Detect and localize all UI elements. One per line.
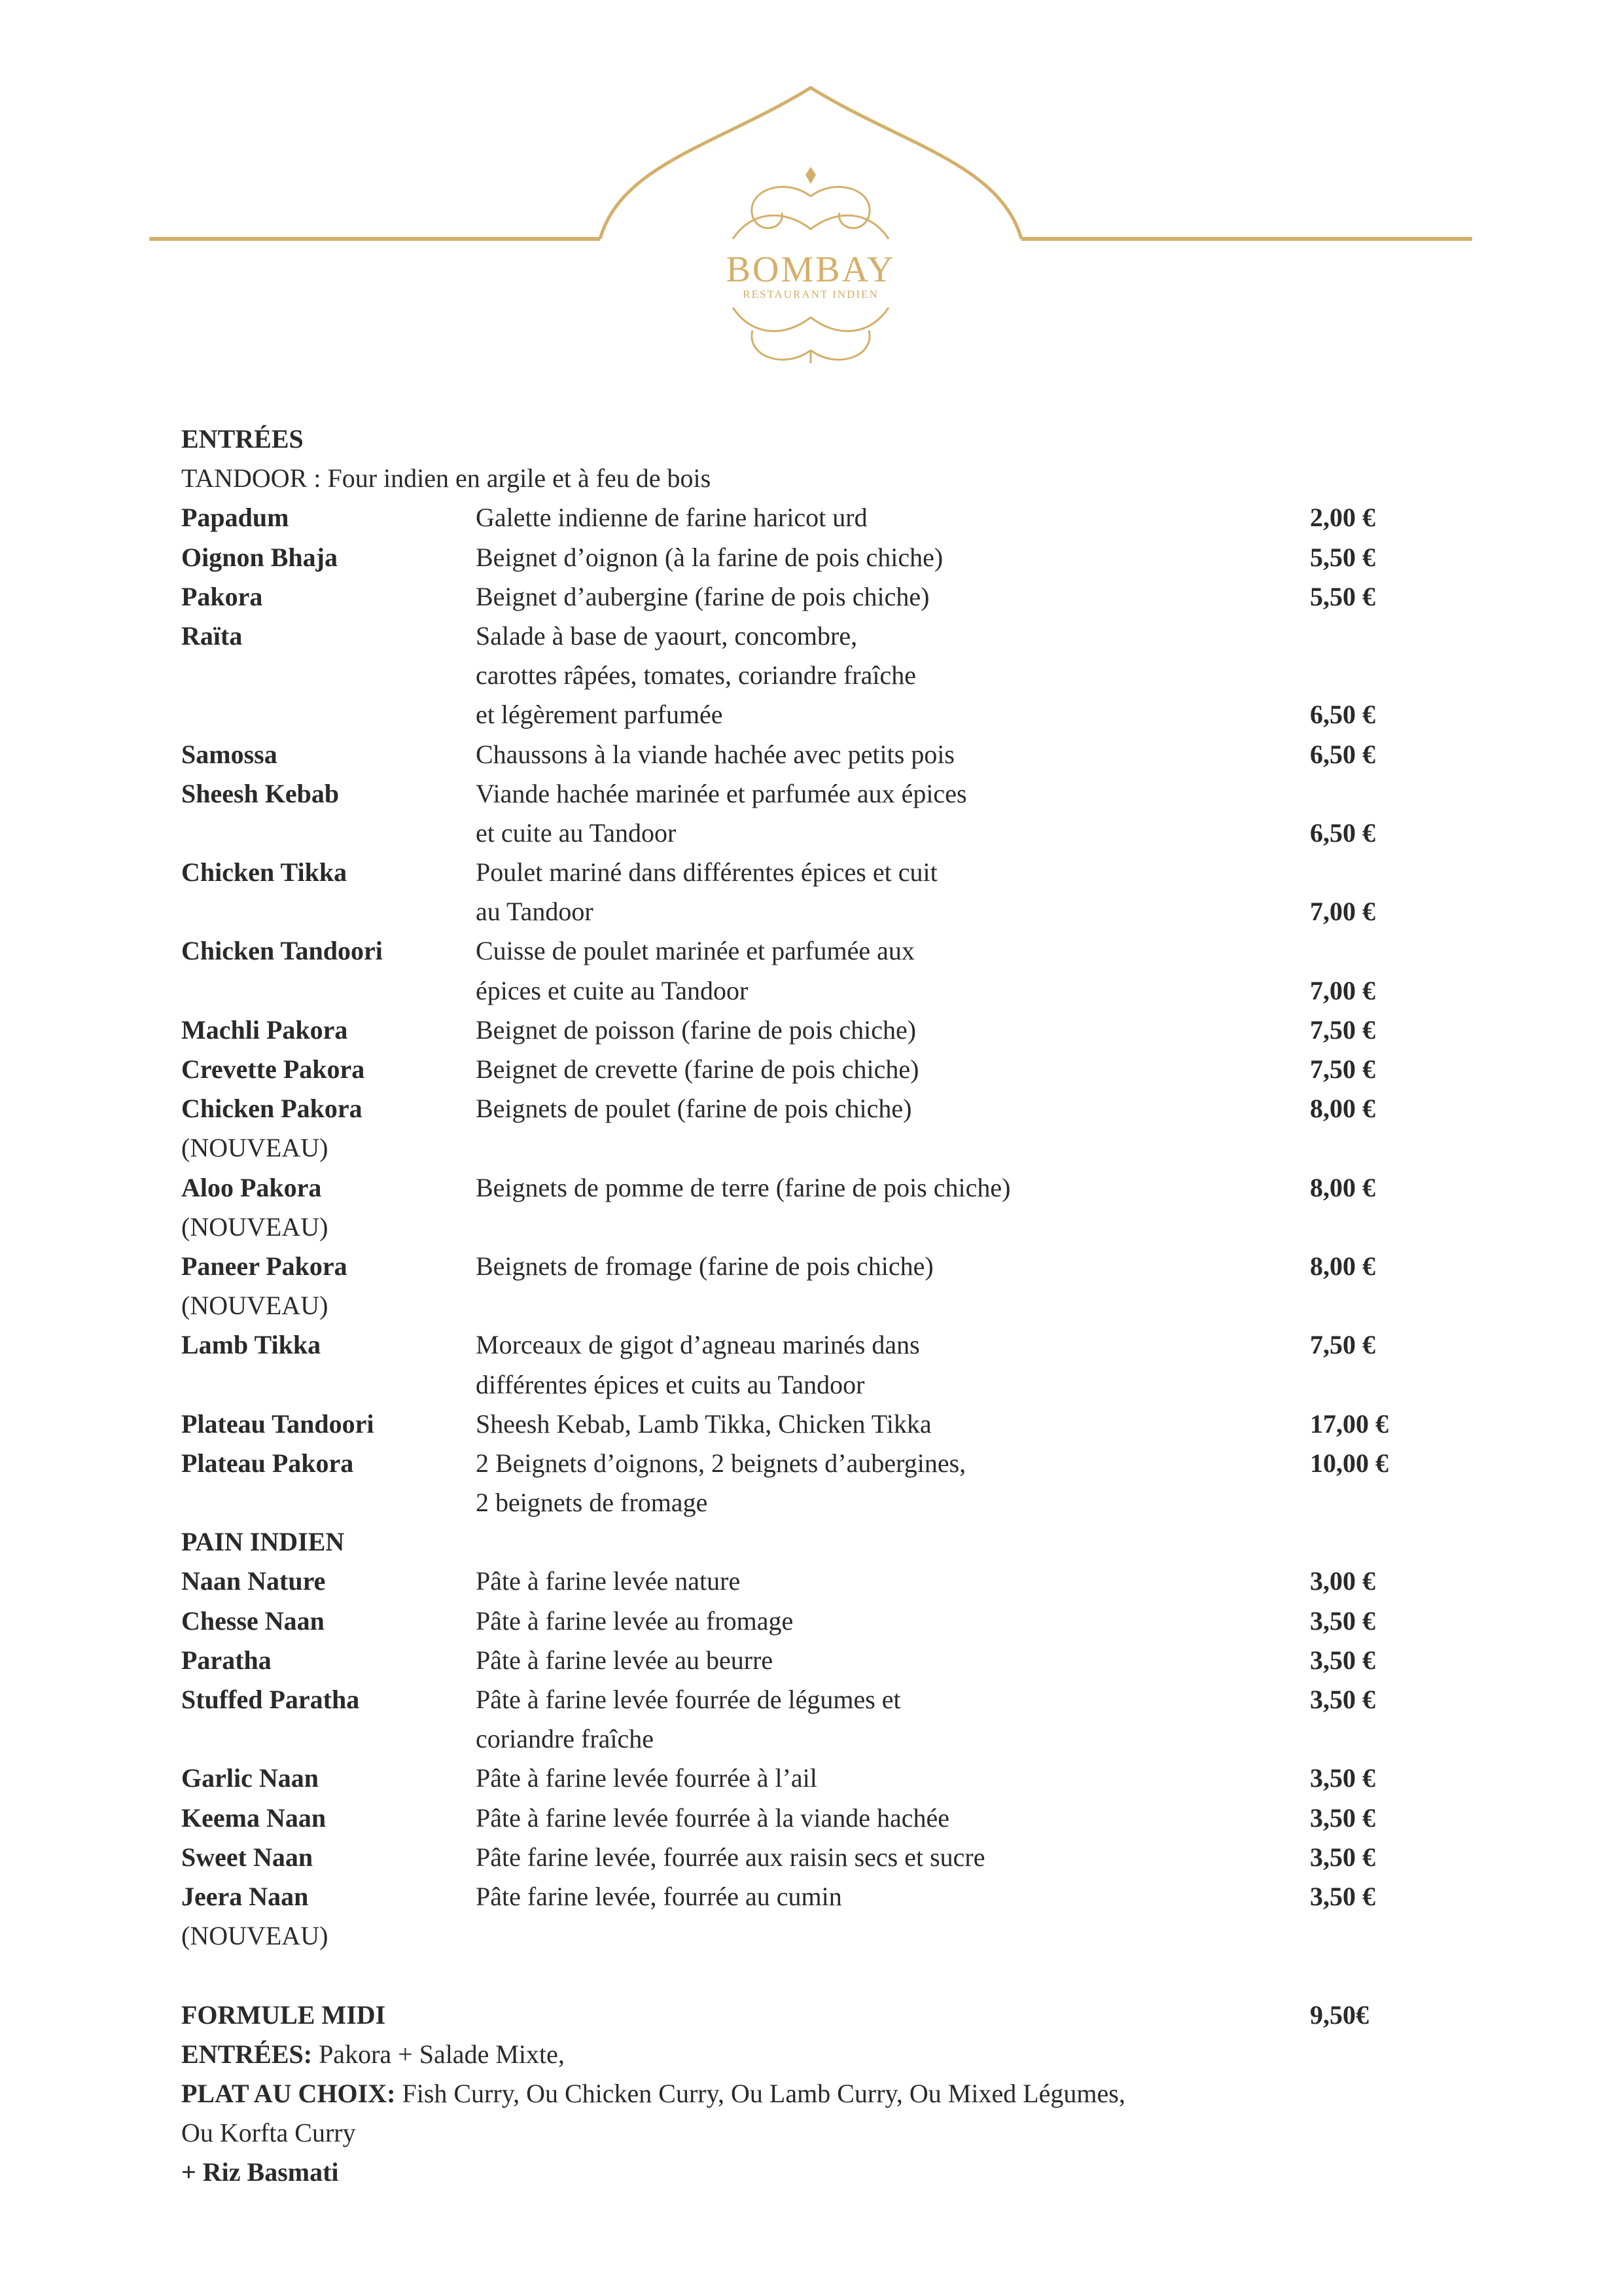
item-description: Pâte à farine levée fourrée de légumes et <box>476 1685 901 1714</box>
item-price: 10,00 € <box>1310 1448 1388 1478</box>
menu-line <box>181 1128 1490 1168</box>
item-description: et légèrement parfumée <box>476 700 723 730</box>
item-description: 2 Beignets d’oignons, 2 beignets d’aubergines, <box>476 1448 966 1478</box>
item-description: Viande hachée marinée et parfumée aux épices <box>476 778 967 808</box>
menu-line <box>181 538 1490 577</box>
item-price: 2,00 € <box>1310 503 1375 533</box>
item-price: 3,50 € <box>1310 1842 1375 1872</box>
item-price: 3,50 € <box>1310 1645 1375 1675</box>
item-description: Galette indienne de farine haricot urd <box>476 503 868 533</box>
menu-line <box>181 971 1490 1011</box>
item-description: Beignets de poulet (farine de pois chiche) <box>476 1094 912 1124</box>
item-price: 3,00 € <box>1310 1566 1375 1596</box>
menu-line <box>181 1444 1490 1483</box>
menu-line <box>181 1916 1490 1956</box>
item-name: Naan Nature <box>181 1566 326 1596</box>
item-description: différentes épices et cuits au Tandoor <box>476 1369 865 1399</box>
item-description: Morceaux de gigot d’agneau marinés dans <box>476 1330 920 1360</box>
item-description: Chaussons à la viande hachée avec petits pois <box>476 739 955 769</box>
item-description: Pâte farine levée, fourrée aux raisin secs et sucre <box>476 1842 985 1872</box>
item-price: 17,00 € <box>1310 1408 1388 1439</box>
item-name: Raïta <box>181 620 243 651</box>
item-price: 8,00 € <box>1310 1251 1375 1281</box>
item-description: Pâte à farine levée au beurre <box>476 1645 773 1675</box>
menu-line <box>181 1759 1490 1798</box>
item-price: 7,50 € <box>1310 1330 1375 1360</box>
menu-line <box>181 617 1490 656</box>
ornament-bottom-icon <box>733 308 889 363</box>
item-name: Crevette Pakora <box>181 1054 365 1084</box>
menu-line <box>181 892 1490 931</box>
item-description: Beignets de fromage (farine de pois chiche) <box>476 1251 934 1281</box>
menu-line <box>181 1325 1490 1365</box>
item-name: Plateau Pakora <box>181 1448 354 1478</box>
item-name: Oignon Bhaja <box>181 542 338 572</box>
formula-text: Pakora + Salade Mixte, <box>312 2039 565 2069</box>
item-name: Paneer Pakora <box>181 1251 347 1281</box>
item-price: 5,50 € <box>1310 542 1375 572</box>
item-name: + Riz Basmati <box>181 2157 339 2187</box>
item-name: Samossa <box>181 739 277 769</box>
item-name: Chicken Tikka <box>181 857 347 888</box>
item-price: 9,50€ <box>1310 2000 1369 2030</box>
item-name: FORMULE MIDI <box>181 2000 386 2030</box>
item-price: 3,50 € <box>1310 1685 1375 1714</box>
item-description: au Tandoor <box>476 897 593 927</box>
menu-line <box>181 1247 1490 1286</box>
menu-line <box>181 1996 1490 2035</box>
item-name: PAIN INDIEN <box>181 1527 345 1557</box>
formula-line <box>181 2074 1125 2113</box>
item-description: Cuisse de poulet marinée et parfumée aux <box>476 936 915 966</box>
item-note: (NOUVEAU) <box>181 1921 328 1951</box>
item-name: Aloo Pakora <box>181 1172 322 1202</box>
item-name: Jeera Naan <box>181 1881 309 1911</box>
menu-line <box>181 1050 1490 1089</box>
menu-line <box>181 774 1490 814</box>
menu-line <box>181 2035 1490 2074</box>
item-description: carottes râpées, tomates, coriandre fraîche <box>476 660 916 691</box>
item-price: 5,50 € <box>1310 581 1375 611</box>
item-description: Pâte farine levée, fourrée au cumin <box>476 1881 842 1911</box>
item-name: Machli Pakora <box>181 1014 348 1045</box>
item-description: Beignet d’aubergine (farine de pois chiche) <box>476 581 930 611</box>
item-description: Pâte à farine levée nature <box>476 1566 741 1596</box>
menu-line <box>181 1838 1490 1877</box>
item-description: coriandre fraîche <box>476 1724 654 1754</box>
item-description: Salade à base de yaourt, concombre, <box>476 620 858 651</box>
menu-line <box>181 735 1490 774</box>
item-name: Papadum <box>181 503 289 533</box>
item-name: Pakora <box>181 581 263 611</box>
item-price: 8,00 € <box>1310 1172 1375 1202</box>
item-note: (NOUVEAU) <box>181 1133 328 1163</box>
item-price: 3,50 € <box>1310 1763 1375 1793</box>
item-name: Chicken Tandoori <box>181 936 383 966</box>
logo-arch <box>0 0 1624 393</box>
formula-line <box>181 2035 565 2074</box>
menu-line <box>181 2153 1490 2192</box>
menu-line <box>181 853 1490 892</box>
menu-list <box>181 420 1490 2192</box>
logo-brand-name: BOMBAY <box>726 249 896 290</box>
item-name: Sweet Naan <box>181 1842 313 1872</box>
item-note: Ou Korfta Curry <box>181 2118 356 2148</box>
item-description: et cuite au Tandoor <box>476 817 677 848</box>
item-name: Lamb Tikka <box>181 1330 321 1360</box>
item-price: 6,50 € <box>1310 817 1375 848</box>
logo-tagline: RESTAURANT INDIEN <box>743 288 879 300</box>
item-name: Stuffed Paratha <box>181 1685 360 1714</box>
item-name: Plateau Tandoori <box>181 1408 374 1439</box>
item-price: 8,00 € <box>1310 1094 1375 1124</box>
item-description: Pâte à farine levée au fromage <box>476 1605 794 1636</box>
menu-line <box>181 1522 1490 1562</box>
menu-line <box>181 1405 1490 1444</box>
item-name: Sheesh Kebab <box>181 778 340 808</box>
menu-line <box>181 2074 1490 2113</box>
item-name: Keema Naan <box>181 1803 327 1833</box>
menu-line <box>181 1365 1490 1405</box>
menu-line <box>181 1602 1490 1641</box>
item-description: épices et cuite au Tandoor <box>476 975 749 1005</box>
menu-line <box>181 1168 1490 1208</box>
item-description: Beignet de crevette (farine de pois chiche) <box>476 1054 919 1084</box>
menu-line <box>181 1011 1490 1050</box>
item-price: 7,00 € <box>1310 975 1375 1005</box>
item-price: 7,00 € <box>1310 897 1375 927</box>
formula-label: PLAT AU CHOIX: <box>181 2078 396 2108</box>
item-name: Paratha <box>181 1645 272 1675</box>
menu-line <box>181 1799 1490 1838</box>
dome-arch <box>600 88 1021 239</box>
menu-line <box>181 656 1490 695</box>
item-description: Poulet mariné dans différentes épices et cuit <box>476 857 938 888</box>
item-price: 3,50 € <box>1310 1881 1375 1911</box>
item-description: Sheesh Kebab, Lamb Tikka, Chicken Tikka <box>476 1408 932 1439</box>
menu-line <box>181 1208 1490 1247</box>
formula-label: ENTRÉES: <box>181 2039 313 2069</box>
item-description: Beignet de poisson (farine de pois chiche) <box>476 1014 917 1045</box>
item-price: 6,50 € <box>1310 739 1375 769</box>
menu-line <box>181 577 1490 617</box>
item-description: 2 beignets de fromage <box>476 1488 708 1518</box>
menu-line <box>181 2113 1490 2153</box>
item-price: 3,50 € <box>1310 1605 1375 1636</box>
menu-line <box>181 695 1490 734</box>
item-name: Chesse Naan <box>181 1605 325 1636</box>
menu-line <box>181 931 1490 971</box>
menu-line <box>181 459 1490 498</box>
item-price: 7,50 € <box>1310 1054 1375 1084</box>
formula-text: Fish Curry, Ou Chicken Curry, Ou Lamb Curry, Ou Mixed Légumes, <box>395 2078 1125 2108</box>
menu-line <box>181 1877 1490 1916</box>
item-name: ENTRÉES <box>181 424 304 454</box>
menu-line <box>181 814 1490 853</box>
menu-line <box>181 1286 1490 1325</box>
header <box>0 0 1624 393</box>
item-description: Pâte à farine levée fourrée à la viande hachée <box>476 1803 949 1833</box>
item-name: Garlic Naan <box>181 1763 319 1793</box>
menu-line <box>181 420 1490 459</box>
item-note: (NOUVEAU) <box>181 1291 328 1321</box>
item-name: Chicken Pakora <box>181 1094 362 1124</box>
item-price: 3,50 € <box>1310 1803 1375 1833</box>
item-note: TANDOOR : Four indien en argile et à feu de bois <box>181 463 711 493</box>
item-description: Beignet d’oignon (à la farine de pois chiche) <box>476 542 944 572</box>
item-description: Beignets de pomme de terre (farine de pois chiche) <box>476 1172 1011 1202</box>
item-note: (NOUVEAU) <box>181 1211 328 1242</box>
menu-line <box>181 1562 1490 1601</box>
menu-line <box>181 1641 1490 1680</box>
menu-line <box>181 1719 1490 1759</box>
item-description: Pâte à farine levée fourrée à l’ail <box>476 1763 817 1793</box>
menu-line <box>181 1483 1490 1522</box>
item-price: 7,50 € <box>1310 1014 1375 1045</box>
menu-line <box>181 498 1490 537</box>
menu-line <box>181 1680 1490 1719</box>
menu-line <box>181 1956 1490 1995</box>
menu-line <box>181 1089 1490 1128</box>
item-price: 6,50 € <box>1310 700 1375 730</box>
